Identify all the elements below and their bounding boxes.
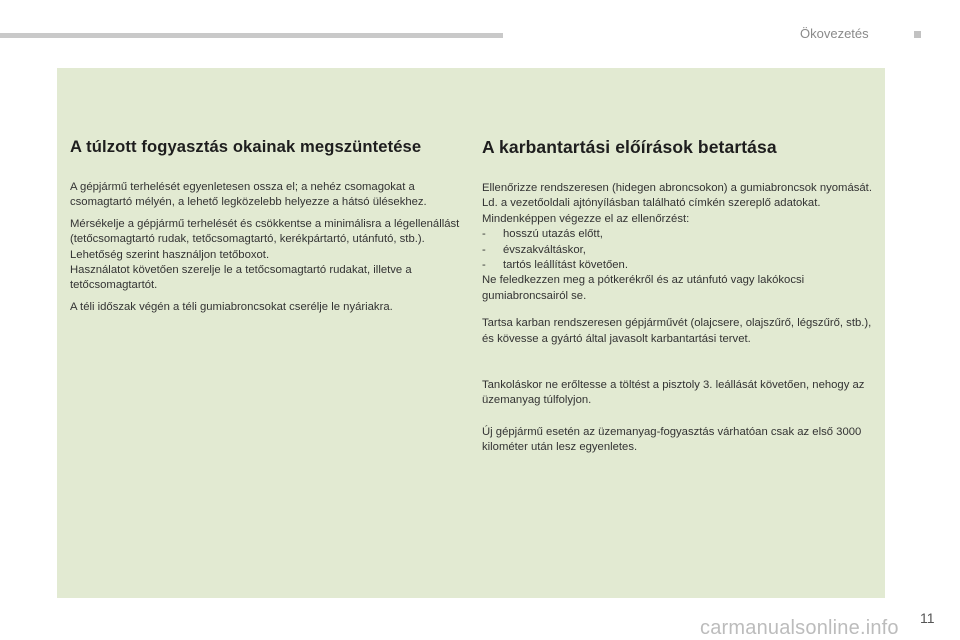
watermark: carmanualsonline.info — [700, 617, 899, 639]
list-item: - hosszú utazás előtt, — [482, 228, 603, 241]
left-heading: A túlzott fogyasztás okainak megszüntetése — [70, 137, 422, 156]
right-paragraph-2: Mindenképpen végezze el az ellenőrzést: — [482, 212, 690, 225]
check-list — [482, 227, 872, 273]
section-title: Ökovezetés — [800, 26, 869, 41]
left-paragraph-2a: Mérsékelje a gépjármű terhelését és csökkentse a minimálisra a légellenállást (tetőcsomagtartó rudak, tetőcsomagtartó, kerékpártartó, utánfutó, stb.). Lehetőség szerint használjon tetőboxot. — [70, 217, 460, 261]
right-paragraph-5: Tankoláskor ne erőltesse a töltést a pisztoly 3. leállását követően, nehogy az üzemanyag túlfolyjon. — [482, 379, 865, 407]
right-paragraph-4: Tartsa karban rendszeresen gépjárművét (olajcsere, olajszűrő, légszűrő, stb.), és kövesse a gyártó által javasolt karbantartási tervet. — [482, 317, 872, 345]
left-paragraph-1: A gépjármű terhelését egyenletesen ossza el; a nehéz csomagokat a csomagtartó mélyén, a lehető legközelebb helyezze a hátsó ülésekhez. — [70, 181, 427, 209]
left-column — [70, 137, 465, 321]
right-paragraph-3: Ne feledkezzen meg a pótkerékről és az utánfutó vagy lakókocsi gumiabroncsairól se. — [482, 274, 805, 302]
right-heading: A karbantartási előírások betartása — [482, 137, 777, 157]
right-paragraph-6: Új gépjármű esetén az üzemanyag-fogyasztás várhatóan csak az első 3000 kilométer után lesz egyenletes. — [482, 425, 862, 454]
list-item: - tartós leállítást követően. — [482, 259, 628, 272]
right-paragraph-1: Ellenőrizze rendszeresen (hidegen abroncsokon) a gumiabroncsok nyomását. Ld. a vezetőoldali ajtónyílásban található címkén szereplő adatokat. — [482, 182, 872, 210]
section-marker — [914, 31, 921, 38]
header-rule — [0, 33, 503, 38]
left-paragraph-3: A téli időszak végén a téli gumiabroncsokat cserélje le nyáriakra. — [70, 300, 393, 313]
left-paragraph-2b: Használatot követően szerelje le a tetőcsomagtartó rudakat, illetve a tetőcsomagtartót. — [70, 264, 412, 292]
right-column — [482, 137, 872, 456]
page-number: 11 — [920, 610, 935, 626]
list-item: - évszakváltáskor, — [482, 243, 586, 256]
